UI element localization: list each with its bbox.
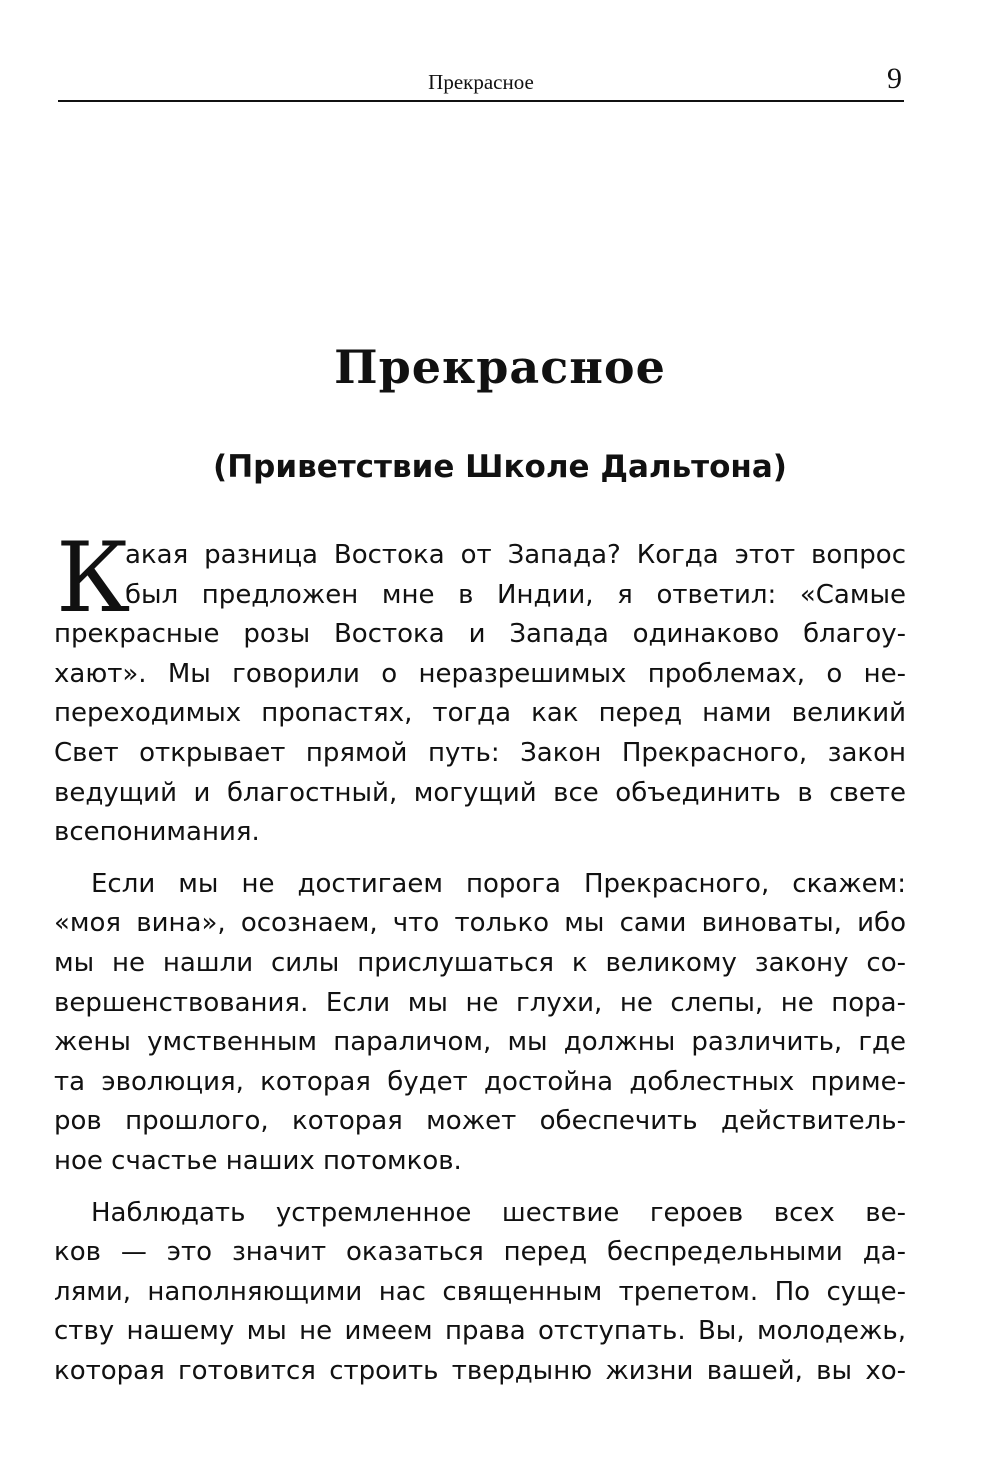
text-line: Если мы не достигаем порога Прекрасного, скажем: bbox=[91, 868, 906, 899]
drop-cap: К bbox=[56, 522, 131, 634]
running-header bbox=[58, 60, 904, 102]
body-text bbox=[54, 522, 906, 1391]
text-line: прекрасные розы Востока и Запада одинаково благоу- bbox=[54, 619, 906, 650]
text-line: которая готовится строить твердыню жизни вашей, вы хо- bbox=[54, 1355, 906, 1386]
running-title: Прекрасное bbox=[428, 70, 534, 94]
text-line: «моя вина», осознаем, что только мы сами виноваты, ибо bbox=[54, 908, 906, 939]
text-line: ров прошлого, которая может обеспечить действитель- bbox=[54, 1106, 906, 1137]
text-line: жены умственным параличом, мы должны различить, где bbox=[54, 1027, 906, 1058]
text-line: акая разница Востока от Запада? Когда этот вопрос bbox=[125, 540, 906, 570]
text-line: был предложен мне в Индии, я ответил: «Самые bbox=[125, 579, 906, 610]
page-number: 9 bbox=[887, 62, 902, 95]
text-line: ству нашему мы не имеем права отступать. Вы, молодежь, bbox=[54, 1316, 906, 1347]
text-line: вершенствования. Если мы не глухи, не слепы, не пора- bbox=[54, 987, 906, 1018]
text-line: ведущий и благостный, могущий все объединить в свете bbox=[54, 777, 906, 808]
text-line: всепонимания. bbox=[54, 817, 260, 848]
text-line: хают». Мы говорили о неразрешимых проблемах, о не- bbox=[54, 658, 906, 689]
text-line: Свет открывает прямой путь: Закон Прекрасного, закон bbox=[54, 737, 906, 768]
paragraph-3 bbox=[54, 1194, 906, 1392]
paragraph-2 bbox=[54, 865, 906, 1182]
text-line: ное счастье наших потомков. bbox=[54, 1145, 462, 1176]
text-line: Наблюдать устремленное шествие героев всех ве- bbox=[91, 1197, 906, 1228]
paragraph-1 bbox=[54, 522, 906, 853]
chapter-title: Прекрасное bbox=[334, 340, 666, 394]
text-line: переходимых пропастях, тогда как перед нами великий bbox=[54, 698, 906, 729]
text-line: мы не нашли силы прислушаться к великому закону со- bbox=[54, 947, 906, 978]
text-line: ков — это значит оказаться перед беспредельными да- bbox=[54, 1237, 906, 1268]
chapter-subtitle: (Приветствие Школе Дальтона) bbox=[213, 449, 787, 485]
text-line: та эволюция, которая будет достойна доблестных приме- bbox=[54, 1066, 906, 1097]
text-line: лями, наполняющими нас священным трепетом. По суще- bbox=[54, 1276, 906, 1307]
